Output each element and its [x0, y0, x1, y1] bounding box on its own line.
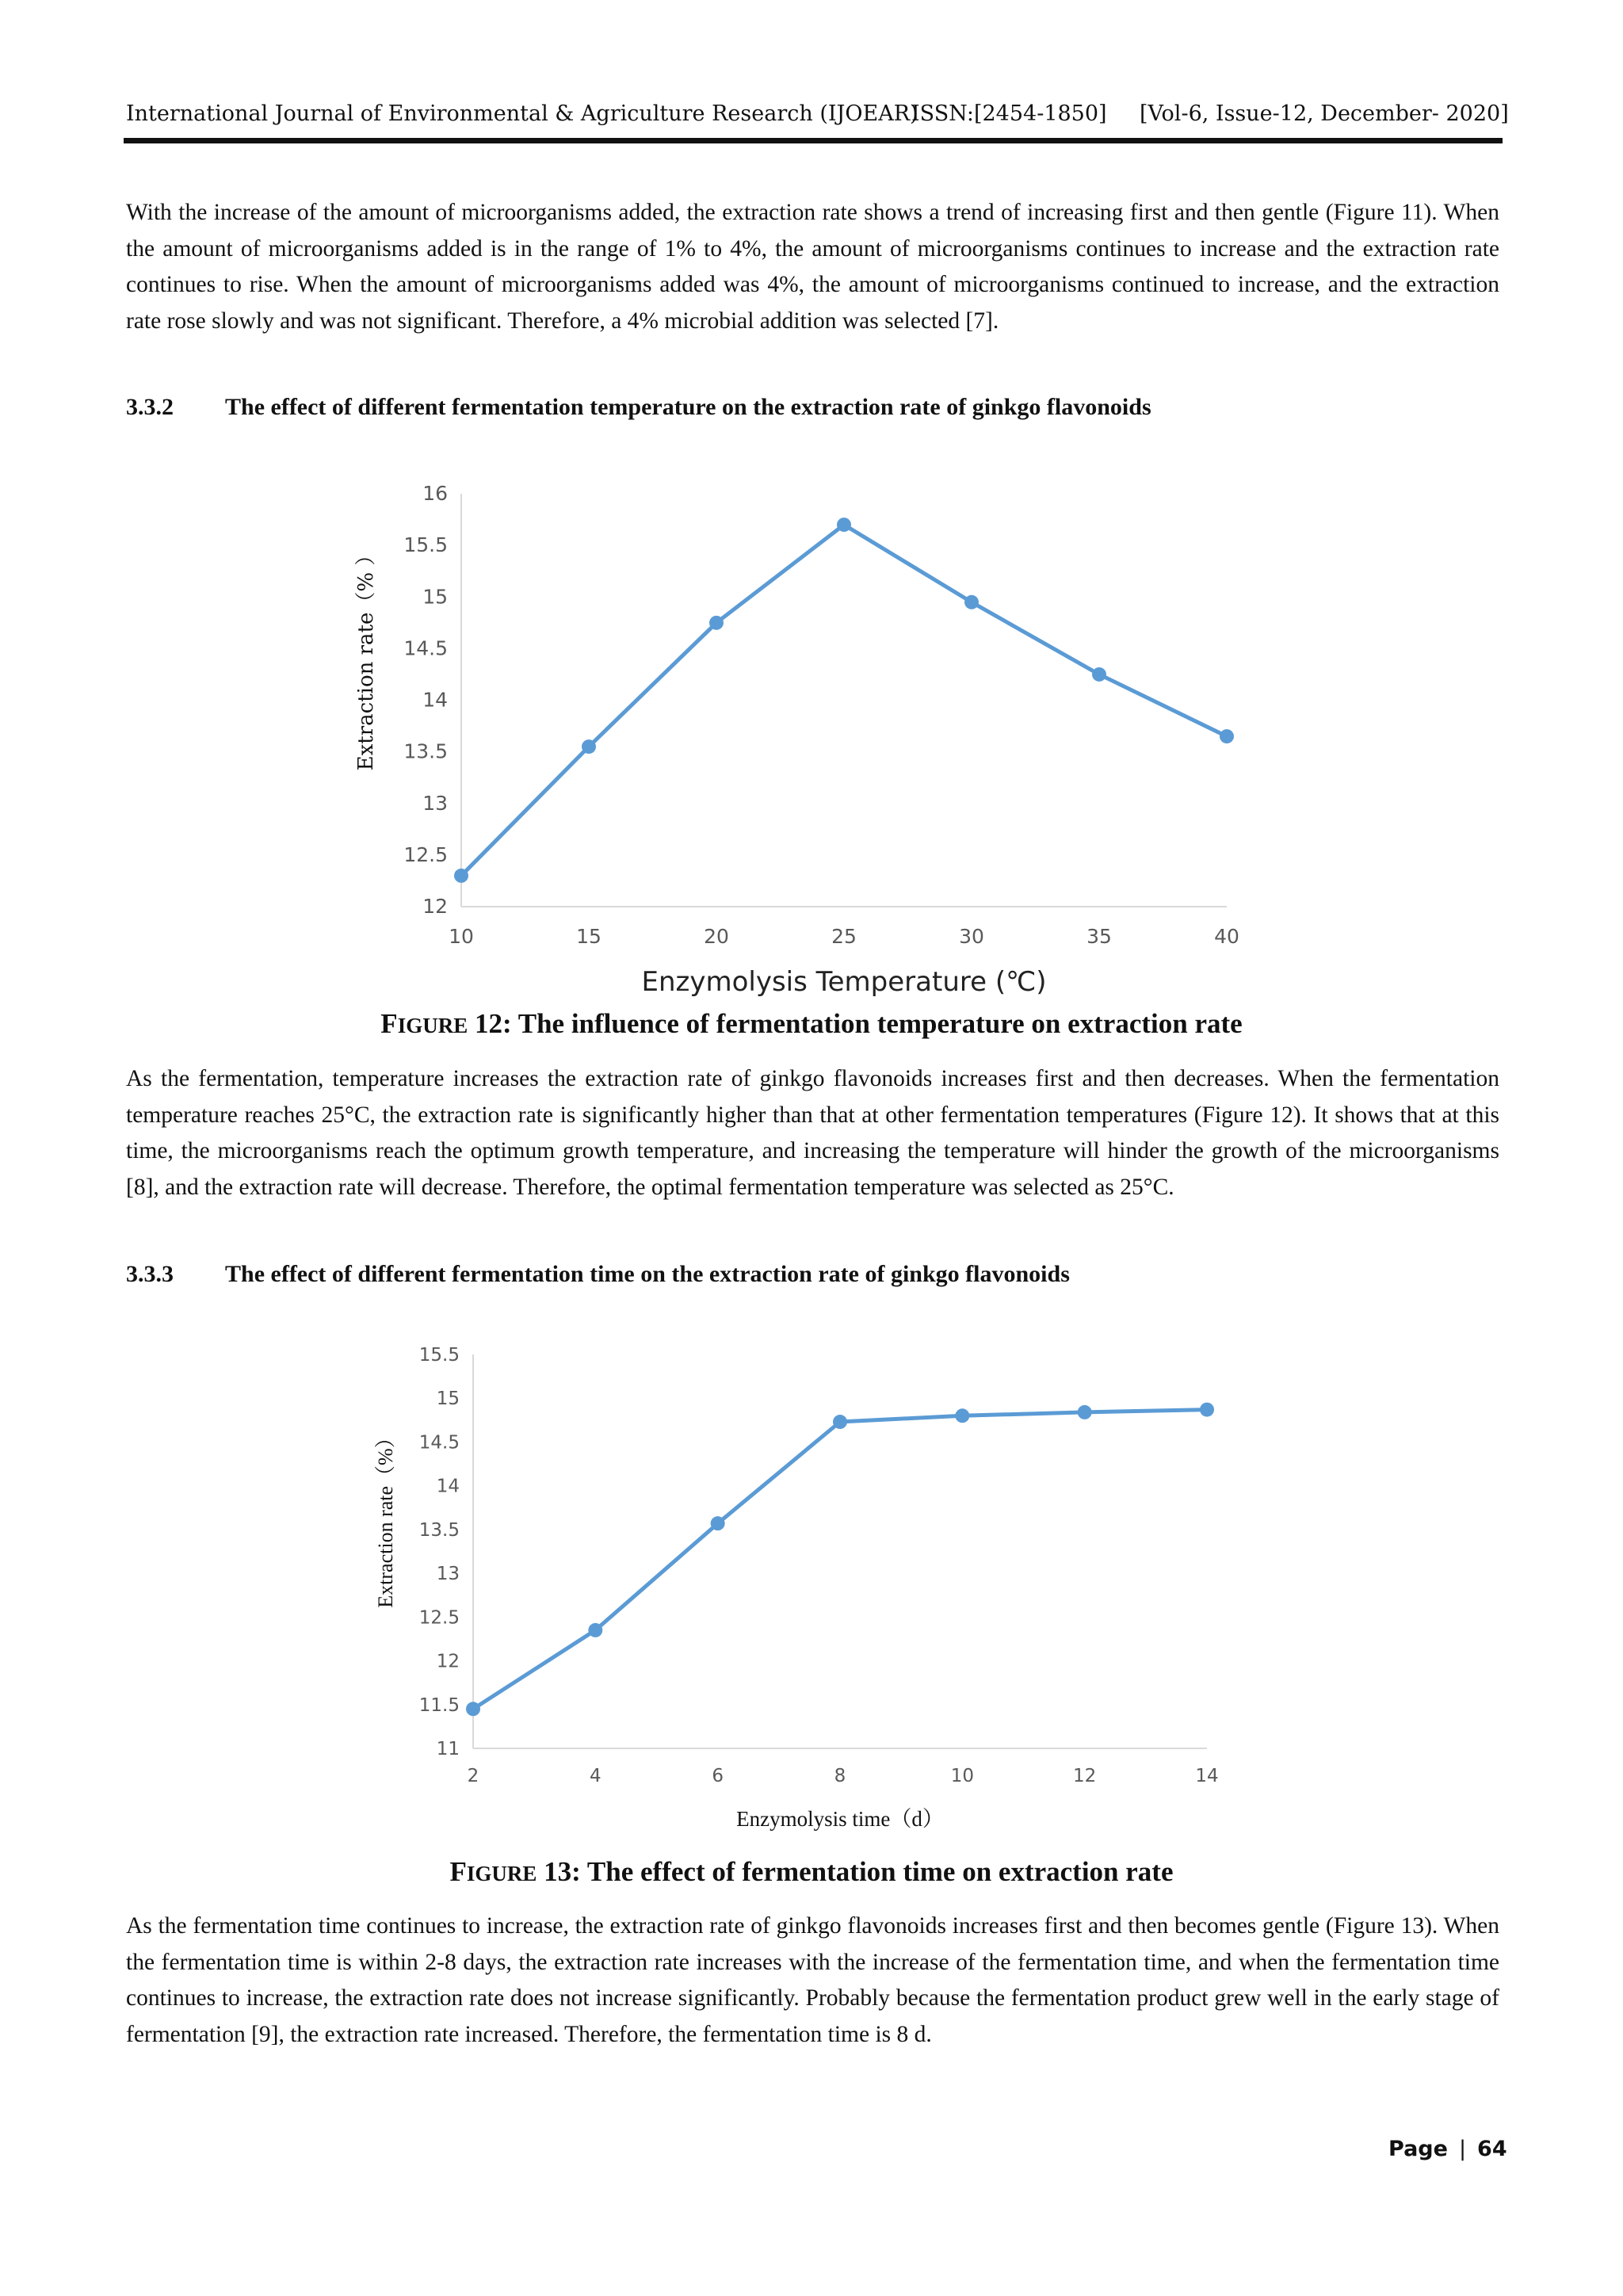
data-point	[711, 1516, 725, 1530]
caption-text: 13: The effect of fermentation time on extraction rate	[544, 1856, 1174, 1887]
running-header	[126, 101, 1509, 133]
data-point	[1220, 729, 1234, 743]
figure-13-x-axis-label: Enzymolysis time（d）	[736, 1807, 944, 1831]
x-tick-label: 25	[831, 925, 857, 948]
x-tick-label: 40	[1214, 925, 1239, 948]
y-tick-label: 15.5	[418, 1345, 460, 1366]
y-tick-label: 12	[422, 895, 448, 918]
y-tick-label: 14.5	[418, 1432, 460, 1454]
figure-12-y-axis-label: Extraction rate（% ）	[354, 544, 378, 771]
paragraph-microorganism-amount: With the increase of the amount of microorganisms added, the extraction rate shows a trend of increasing first and then gentle (Figure 11). When the amount of microorganisms added is in the range of 1% to 4%, the amount of microorganisms continues to increase and the extraction rate continues to rise. When the amount of microorganisms added was 4%, the amount of microorganisms continued to increase, and the extraction rate rose slowly and was not significant. Therefore, a 4% microbial addition was selected [7].	[126, 200, 1499, 334]
y-tick-label: 11	[436, 1739, 460, 1759]
x-tick-label: 10	[449, 925, 474, 948]
figure-13-svg	[357, 1331, 1268, 1839]
section-title: The effect of different fermentation temperature on the extraction rate of ginkgo flavonoids	[225, 394, 1151, 420]
paragraph-fermentation-temperature: As the fermentation, temperature increases the extraction rate of ginkgo flavonoids increases first and then decreases. When the fermentation temperature reaches 25°C, the extraction rate is significantly higher than that at other fermentation temperatures (Figure 12). It shows that at this time, the microorganisms reach the optimum growth temperature, and increasing the temperature will hinder the growth of the microorganisms [8], and the extraction rate will decrease. Therefore, the optimal fermentation temperature was selected as 25°C.	[126, 1066, 1499, 1200]
caption-label-initial: F	[449, 1856, 467, 1887]
caption-text: 12: The influence of fermentation temperature on extraction rate	[474, 1008, 1243, 1039]
section-heading-3-3-2	[126, 394, 1151, 421]
journal-title: International Journal of Environmental & Agriculture Research (IJOEAR)	[126, 101, 918, 126]
figure-12-svg	[341, 468, 1276, 1007]
y-tick-label: 12.5	[403, 842, 448, 866]
caption-label-rest: IGURE	[397, 1014, 468, 1037]
figure-12-caption	[0, 1008, 1623, 1040]
data-point	[1200, 1403, 1214, 1417]
y-tick-label: 15	[436, 1389, 460, 1410]
series-line	[461, 525, 1227, 876]
x-tick-label: 35	[1086, 925, 1112, 948]
issn: ISSN:[2454-1850]	[911, 101, 1107, 126]
data-point	[1078, 1405, 1092, 1419]
section-title: The effect of different fermentation time on the extraction rate of ginkgo flavonoids	[225, 1261, 1070, 1287]
figure-13-chart	[357, 1331, 1268, 1839]
data-point	[582, 739, 596, 754]
y-tick-label: 14.5	[403, 636, 448, 660]
y-tick-label: 13	[422, 791, 448, 815]
caption-label-rest: IGURE	[466, 1862, 537, 1885]
y-tick-label: 14	[436, 1476, 460, 1497]
y-tick-label: 11.5	[418, 1694, 460, 1716]
caption-label-initial: F	[380, 1008, 398, 1039]
y-tick-label: 14	[422, 688, 448, 712]
y-tick-label: 15	[422, 585, 448, 609]
x-tick-label: 6	[712, 1766, 724, 1786]
page-footer	[1388, 2137, 1507, 2161]
figure-12-chart	[341, 468, 1276, 1007]
y-tick-label: 13.5	[403, 739, 448, 763]
section-number: 3.3.2	[126, 394, 174, 420]
header-rule	[124, 138, 1503, 143]
x-tick-label: 30	[959, 925, 984, 948]
figure-13-caption	[0, 1856, 1623, 1888]
data-point	[454, 869, 468, 883]
figure-12-x-axis-label: Enzymolysis Temperature (℃)	[641, 966, 1047, 998]
x-tick-label: 2	[467, 1766, 479, 1786]
page-label: Page	[1388, 2137, 1448, 2161]
page-separator: |	[1458, 2137, 1467, 2161]
series-line	[473, 1410, 1207, 1710]
volume-info: [Vol-6, Issue-12, December- 2020]	[1140, 101, 1509, 126]
y-tick-label: 15.5	[403, 533, 448, 557]
y-tick-label: 13	[436, 1564, 460, 1585]
x-tick-label: 8	[834, 1766, 846, 1786]
data-point	[833, 1415, 847, 1429]
data-point	[1092, 667, 1106, 682]
data-point	[466, 1702, 480, 1716]
x-tick-label: 20	[704, 925, 729, 948]
data-point	[588, 1623, 602, 1637]
data-point	[964, 595, 979, 609]
paragraph-fermentation-time: As the fermentation time continues to increase, the extraction rate of ginkgo flavonoids increases first and then becomes gentle (Figure 13). When the fermentation time is within 2-8 days, the extraction rate increases with the increase of the fermentation time, and when the fermentation time continues to increase, the extraction rate does not increase significantly. Probably because the fermentation product grew well in the early stage of fermentation [9], the extraction rate increased. Therefore, the fermentation time is 8 d.	[126, 1913, 1499, 2047]
section-number: 3.3.3	[126, 1261, 174, 1287]
y-tick-label: 12.5	[418, 1607, 460, 1629]
y-tick-label: 12	[436, 1651, 460, 1672]
figure-13-y-axis-label: Extraction rate（%）	[374, 1427, 397, 1608]
x-tick-label: 4	[590, 1766, 601, 1786]
data-point	[837, 518, 851, 532]
x-tick-label: 14	[1195, 1766, 1219, 1786]
section-heading-3-3-3	[126, 1261, 1070, 1288]
y-tick-label: 13.5	[418, 1519, 460, 1541]
x-tick-label: 10	[950, 1766, 974, 1786]
x-tick-label: 12	[1073, 1766, 1097, 1786]
y-tick-label: 16	[422, 482, 448, 505]
data-point	[709, 616, 724, 630]
page-number: 64	[1477, 2137, 1507, 2161]
data-point	[955, 1408, 969, 1423]
x-tick-label: 15	[576, 925, 601, 948]
